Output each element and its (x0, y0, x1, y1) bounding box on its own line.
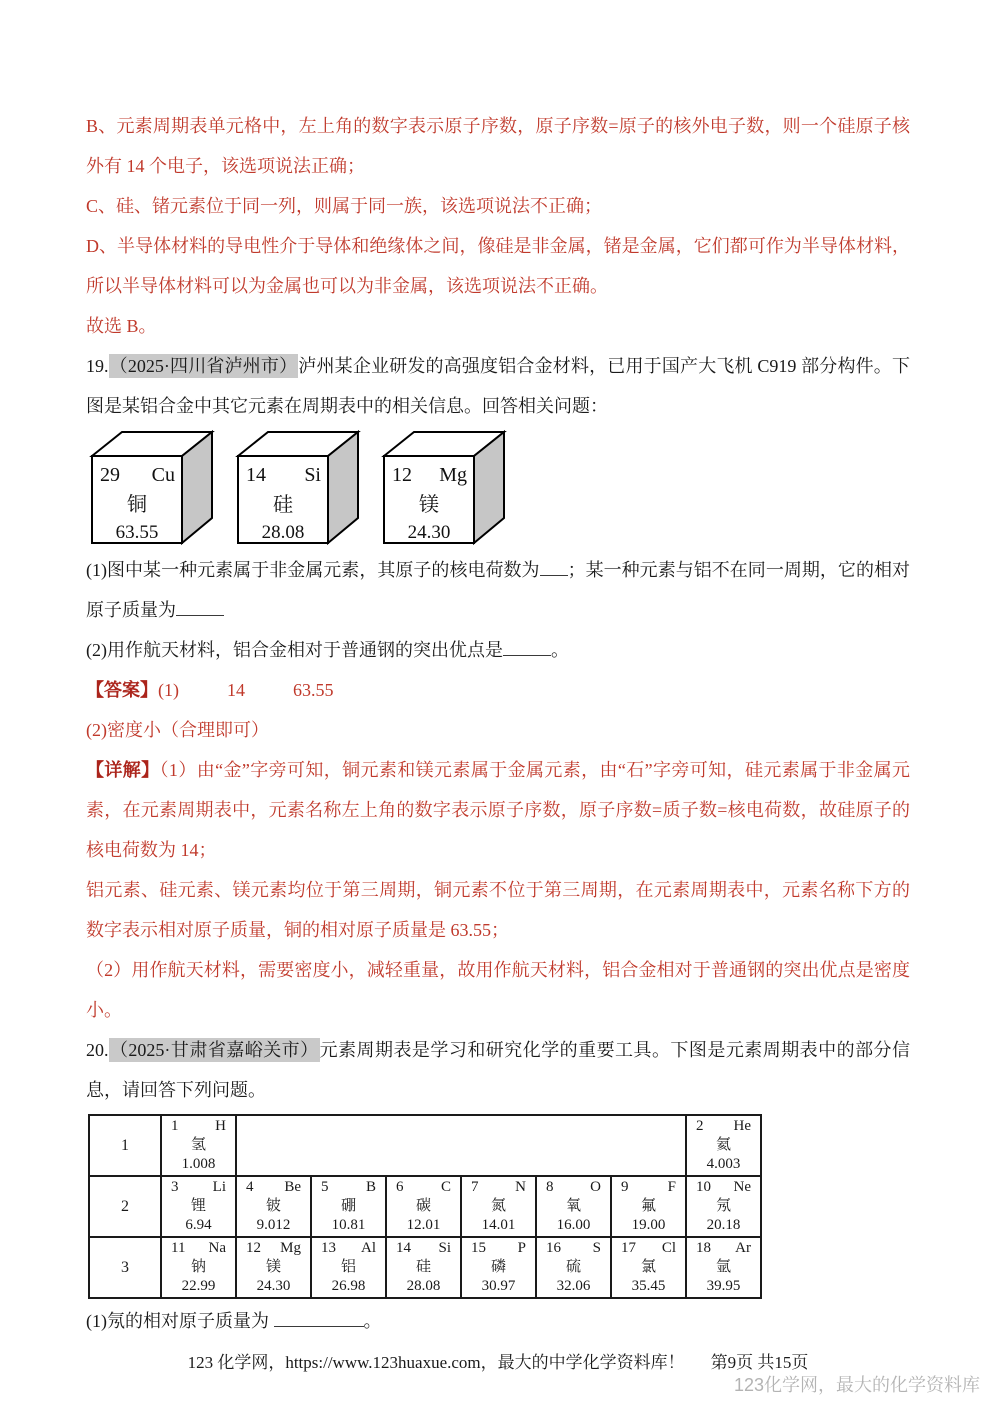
element-symbol: C (440, 1179, 451, 1195)
element-name: 硼 (340, 1198, 356, 1214)
element-cube-mg (380, 428, 512, 546)
footer-site-info: 123 化学网，https://www.123huaxue.com，最大的中学化学资料库！ (187, 1353, 685, 1372)
question-19-source-tag: （2025·四川省泸州市） (109, 356, 298, 376)
solution-option-d: D、半导体材料的导电性介于导体和绝缘体之间，像硅是非金属，锗是金属，它们都可作为半导体材料，所以半导体材料可以为金属也可以为非金属，该选项说法不正确。 (86, 236, 910, 296)
element-name: 氟 (640, 1198, 656, 1214)
atomic-number: 6 (396, 1179, 404, 1195)
element-symbol: Be (284, 1179, 301, 1195)
element-cell-na (161, 1237, 236, 1298)
element-cell-li (161, 1176, 236, 1237)
element-symbol: Mg (439, 464, 467, 486)
period-row-2 (89, 1176, 761, 1237)
answer-19-line1 (86, 670, 910, 710)
part2-period: 。 (551, 640, 569, 660)
question-19-heading (86, 346, 910, 426)
element-cell-b (311, 1176, 386, 1237)
question-19-number: 19. (86, 356, 109, 376)
element-symbol: H (215, 1118, 226, 1134)
element-cell-al (311, 1237, 386, 1298)
element-name: 氖 (715, 1198, 731, 1214)
question-20-source-tag: （2025·甘肃省嘉峪关市） (109, 1040, 319, 1060)
footer-page-number: 第9页 共15页 (710, 1353, 809, 1372)
answer-value-2: 63.55 (293, 680, 334, 700)
element-symbol: Al (361, 1240, 376, 1256)
period-number: 2 (89, 1176, 161, 1237)
explanation-19-para3: （2）用作航天材料，需要密度小，减轻重量，故用作航天材料，铝合金相对于普通钢的突出优点是密度小。 (86, 960, 910, 1020)
element-cube-si (234, 428, 366, 546)
element-name: 碳 (415, 1198, 431, 1214)
element-name: 氧 (565, 1198, 581, 1214)
element-cell-si (386, 1237, 461, 1298)
atomic-number: 1 (171, 1118, 179, 1134)
element-symbol: He (733, 1118, 751, 1134)
atomic-mass: 1.008 (181, 1156, 216, 1172)
atomic-number: 14 (396, 1240, 411, 1256)
question-19-intro: 泸州某企业研发的高强度铝合金材料，已用于国产大飞机 C919 部分构件。下图是某铝合金中其它元素在周期表中的相关信息。回答相关问题： (86, 356, 910, 416)
atomic-mass: 30.97 (481, 1278, 516, 1294)
element-name: 氩 (715, 1259, 731, 1275)
document-content (86, 106, 910, 1383)
element-name: 硅 (273, 494, 293, 516)
answer-part-number: (1) (158, 680, 179, 700)
atomic-number: 14 (246, 464, 266, 486)
element-symbol: Cu (151, 464, 175, 486)
atomic-number: 10 (696, 1179, 711, 1195)
element-name: 氮 (490, 1198, 506, 1214)
atomic-number: 13 (321, 1240, 336, 1256)
question-20-number: 20. (86, 1040, 109, 1060)
atomic-mass: 24.30 (407, 522, 451, 543)
element-symbol: Si (438, 1240, 451, 1256)
element-symbol: Na (208, 1240, 226, 1256)
element-name: 钠 (190, 1259, 206, 1275)
period-number: 3 (89, 1237, 161, 1298)
question-19-part1 (86, 550, 910, 630)
question-20-part1 (86, 1301, 910, 1341)
atomic-mass: 63.55 (115, 522, 159, 543)
element-symbol: O (590, 1179, 601, 1195)
period-row-1 (89, 1115, 761, 1176)
part2-text: (2)用作航天材料，铝合金相对于普通钢的突出优点是 (86, 640, 503, 660)
atomic-mass: 19.00 (631, 1217, 666, 1233)
element-cell-p (461, 1237, 536, 1298)
atomic-number: 18 (696, 1240, 711, 1256)
element-cell-h (161, 1115, 236, 1176)
element-name: 镁 (419, 494, 439, 516)
atomic-number: 12 (392, 464, 412, 486)
empty-region (236, 1115, 686, 1176)
element-name: 氦 (715, 1137, 731, 1153)
answer-blank (540, 559, 568, 576)
watermark: 123化学网，最大的化学资料库 (733, 1375, 980, 1395)
atomic-mass: 9.012 (256, 1217, 291, 1233)
atomic-number: 7 (471, 1179, 479, 1195)
element-symbol: N (515, 1179, 526, 1195)
element-name: 氢 (190, 1137, 206, 1153)
element-symbol: Mg (280, 1240, 301, 1256)
atomic-number: 3 (171, 1179, 179, 1195)
element-cell-c (386, 1176, 461, 1237)
element-cell-be (236, 1176, 311, 1237)
answer-blank (176, 599, 224, 616)
element-symbol: P (517, 1240, 526, 1256)
part1-text: (1)氖的相对原子质量为 (86, 1311, 274, 1331)
atomic-mass: 4.003 (706, 1156, 741, 1172)
element-name: 铜 (127, 494, 147, 516)
element-name: 锂 (190, 1198, 206, 1214)
element-cell-n (461, 1176, 536, 1237)
explanation-text-1: （1）由“金”字旁可知，铜元素和镁元素属于金属元素，由“石”字旁可知，硅元素属于非金属元素，在元素周期表中，元素名称左上角的数字表示原子序数，原子序数=质子数=核电荷数，故硅原子的核电荷数为 14； (86, 760, 911, 860)
element-cell-cl (611, 1237, 686, 1298)
atomic-mass: 10.81 (331, 1217, 366, 1233)
atomic-number: 11 (171, 1240, 186, 1256)
atomic-mass: 12.01 (406, 1217, 441, 1233)
element-cube-cu (88, 428, 220, 546)
atomic-mass: 24.30 (256, 1278, 291, 1294)
element-cubes-figure (88, 428, 910, 548)
element-symbol: Ar (735, 1240, 751, 1256)
element-cell-o (536, 1176, 611, 1237)
atomic-number: 12 (246, 1240, 261, 1256)
element-name: 镁 (265, 1259, 281, 1275)
element-name: 硫 (565, 1259, 581, 1275)
element-name: 铍 (265, 1198, 281, 1214)
atomic-number: 5 (321, 1179, 329, 1195)
element-symbol: Ne (733, 1179, 751, 1195)
atomic-number: 29 (100, 464, 120, 486)
atomic-number: 15 (471, 1240, 486, 1256)
atomic-mass: 32.06 (556, 1278, 591, 1294)
part1-period: 。 (363, 1311, 382, 1331)
element-symbol: Li (212, 1179, 226, 1195)
answer-blank (503, 639, 551, 656)
atomic-mass: 14.01 (481, 1217, 516, 1233)
solution-option-b: B、元素周期表单元格中，左上角的数字表示原子序数，原子序数=原子的核外电子数，则一个硅原子核外有 14 个电子，该选项说法正确； (86, 116, 910, 176)
period-number: 1 (89, 1115, 161, 1176)
element-name: 氯 (640, 1259, 656, 1275)
atomic-mass: 26.98 (331, 1278, 366, 1294)
atomic-mass: 35.45 (631, 1278, 666, 1294)
element-name: 磷 (490, 1259, 506, 1275)
element-cell-ar (686, 1237, 761, 1298)
atomic-number: 8 (546, 1179, 554, 1195)
element-symbol: S (592, 1240, 601, 1256)
explanation-19-para1 (86, 750, 910, 870)
atomic-mass: 39.95 (706, 1278, 741, 1294)
question-20-heading (86, 1030, 910, 1110)
element-name: 硅 (415, 1259, 431, 1275)
question-19-part2 (86, 630, 910, 670)
element-cell-f (611, 1176, 686, 1237)
part1-text: (1)图中某一种元素属于非金属元素，其原子的核电荷数为 (86, 560, 540, 580)
question-20-intro: 元素周期表是学习和研究化学的重要工具。下图是元素周期表中的部分信息，请回答下列问题。 (86, 1040, 910, 1100)
atomic-number: 17 (621, 1240, 636, 1256)
element-cell-mg (236, 1237, 311, 1298)
atomic-mass: 6.94 (185, 1217, 212, 1233)
atomic-number: 4 (246, 1179, 254, 1195)
atomic-number: 9 (621, 1179, 629, 1195)
element-cell-s (536, 1237, 611, 1298)
element-cell-he (686, 1115, 761, 1176)
explanation-label: 【详解】 (86, 760, 160, 780)
atomic-mass: 28.08 (406, 1278, 441, 1294)
atomic-mass: 20.18 (706, 1217, 741, 1233)
explanation-19-para2: 铝元素、硅元素、镁元素均位于第三周期，铜元素不位于第三周期，在元素周期表中，元素名称下方的数字表示相对原子质量，铜的相对原子质量是 63.55； (86, 880, 910, 940)
atomic-mass: 22.99 (181, 1278, 216, 1294)
atomic-number: 2 (696, 1118, 704, 1134)
element-symbol: B (365, 1179, 376, 1195)
periodic-table (88, 1114, 762, 1299)
period-row-3 (89, 1237, 761, 1298)
solution-conclusion: 故选 B。 (86, 316, 157, 336)
element-symbol: Si (304, 464, 321, 486)
solution-option-c: C、硅、锗元素位于同一列，则属于同一族，该选项说法不正确； (86, 196, 603, 216)
answer-blank (274, 1310, 364, 1327)
part1-text-cont: ；某一种元素与铝不在同一周期，它的相对原子质量为 (86, 560, 910, 620)
answer-19-line2: (2)密度小（合理即可） (86, 720, 269, 740)
element-symbol: F (667, 1179, 676, 1195)
element-symbol: Cl (661, 1240, 676, 1256)
answer-label: 【答案】 (86, 680, 158, 700)
answer-value-1: 14 (227, 680, 245, 700)
atomic-mass: 28.08 (261, 522, 305, 543)
element-cell-ne (686, 1176, 761, 1237)
atomic-mass: 16.00 (556, 1217, 591, 1233)
element-name: 铝 (340, 1259, 356, 1275)
atomic-number: 16 (546, 1240, 561, 1256)
